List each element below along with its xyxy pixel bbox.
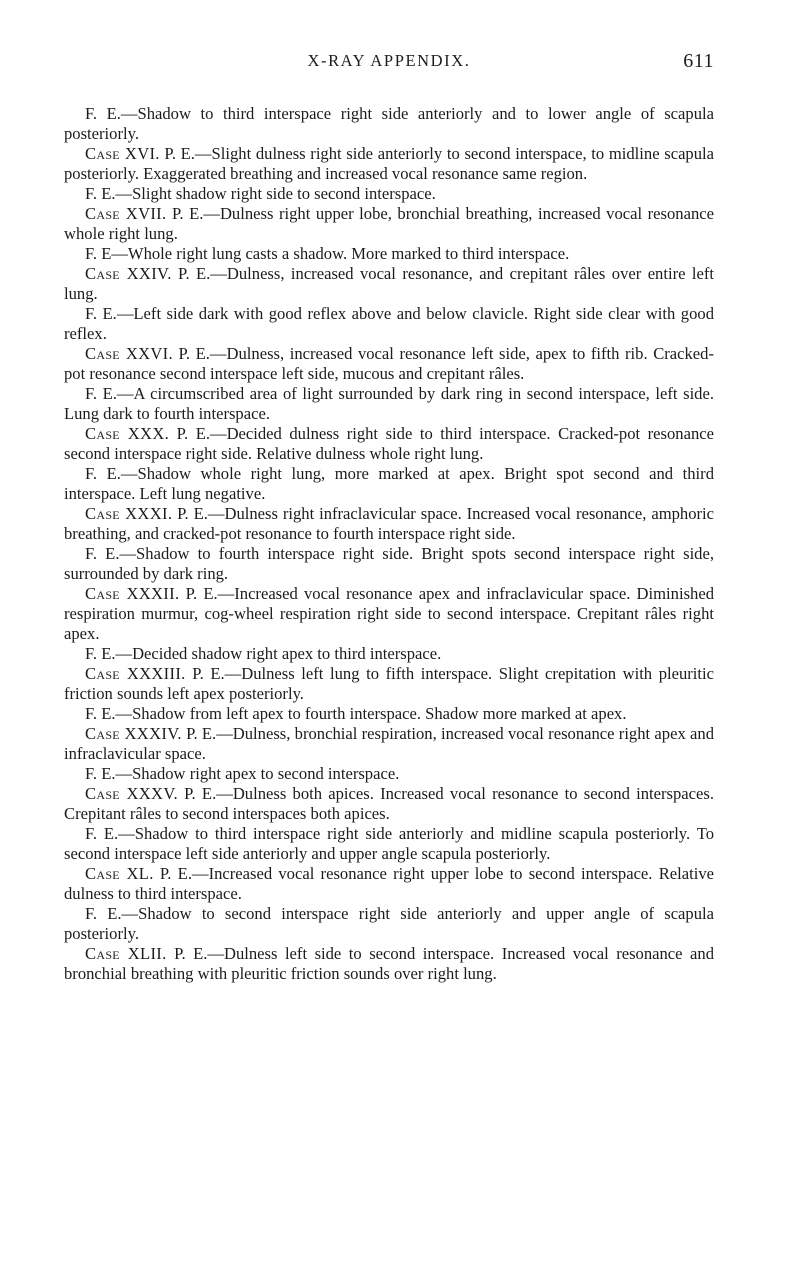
case-paragraph [64, 264, 714, 304]
paragraph-text: F. E.—Shadow from left apex to fourth interspace. Shadow more marked at apex. [85, 704, 627, 723]
finding-paragraph [64, 384, 714, 424]
finding-paragraph [64, 464, 714, 504]
paragraph-text: F. E.—Slight shadow right side to second interspace. [85, 184, 436, 203]
case-label: Case XVII. [85, 204, 167, 223]
finding-paragraph [64, 104, 714, 144]
paragraph-text: F. E.—Shadow whole right lung, more marked at apex. Bright spot second and third interspace. Left lung negative. [64, 464, 714, 503]
paragraph-text: P. E.—Decided dulness right side to third interspace. Cracked-pot resonance second interspace right side. Relative dulness whole right lung. [64, 424, 714, 463]
case-paragraph [64, 944, 714, 984]
case-paragraph [64, 784, 714, 824]
case-label: Case XXXIV. [85, 724, 182, 743]
paragraph-text: P. E.—Dulness, increased vocal resonance, and crepitant râles over entire left lung. [64, 264, 714, 303]
paragraph-text: P. E.—Increased vocal resonance right upper lobe to second interspace. Relative dulness to third interspace. [64, 864, 714, 903]
paragraph-text: F. E.—Left side dark with good reflex above and below clavicle. Right side clear with good reflex. [64, 304, 714, 343]
paragraph-text: F. E.—Shadow to third interspace right side anteriorly and to lower angle of scapula posteriorly. [64, 104, 714, 143]
finding-paragraph [64, 244, 714, 264]
case-paragraph [64, 344, 714, 384]
paragraph-text: P. E.—Dulness, bronchial respiration, increased vocal resonance right apex and infraclavicular space. [64, 724, 714, 763]
paragraph-text: P. E.—Dulness both apices. Increased vocal resonance to second interspaces. Crepitant râles to second interspaces both apices. [64, 784, 714, 823]
paragraph-text: P. E.—Dulness left lung to fifth interspace. Slight crepitation with pleuritic friction sounds left apex posteriorly. [64, 664, 714, 703]
finding-paragraph [64, 904, 714, 944]
case-paragraph [64, 864, 714, 904]
paragraph-text: P. E.—Increased vocal resonance apex and infraclavicular space. Diminished respiration murmur, cog-wheel respiration right side to second interspace. Crepitant râles right apex. [64, 584, 714, 643]
case-label: Case XXXI. [85, 504, 173, 523]
paragraph-text: F. E.—Decided shadow right apex to third interspace. [85, 644, 442, 663]
case-paragraph [64, 504, 714, 544]
paragraph-text: F. E—Whole right lung casts a shadow. More marked to third interspace. [85, 244, 570, 263]
paragraph-text: P. E.—Dulness right infraclavicular space. Increased vocal resonance, amphoric breathing, and cracked-pot resonance to fourth interspace right side. [64, 504, 714, 543]
case-paragraph [64, 144, 714, 184]
case-label: Case XXXIII. [85, 664, 186, 683]
case-label: Case XL. [85, 864, 154, 883]
case-paragraph [64, 724, 714, 764]
finding-paragraph [64, 704, 714, 724]
finding-paragraph [64, 764, 714, 784]
paragraph-text: F. E.—Shadow to second interspace right side anteriorly and upper angle of scapula posteriorly. [64, 904, 714, 943]
case-paragraph [64, 424, 714, 464]
finding-paragraph [64, 544, 714, 584]
paragraph-text: F. E.—Shadow right apex to second interspace. [85, 764, 400, 783]
case-paragraph [64, 584, 714, 644]
finding-paragraph [64, 824, 714, 864]
paragraph-text: P. E.—Dulness, increased vocal resonance left side, apex to fifth rib. Cracked-pot resonance second interspace left side, mucous and crepitant râles. [64, 344, 714, 383]
case-label: Case XXXV. [85, 784, 178, 803]
body-text [64, 104, 714, 984]
running-head [64, 46, 714, 76]
paragraph-text: F. E.—Shadow to fourth interspace right side. Bright spots second interspace right side, surrounded by dark ring. [64, 544, 714, 583]
case-paragraph [64, 664, 714, 704]
case-paragraph [64, 204, 714, 244]
case-label: Case XXX. [85, 424, 170, 443]
page-number: 611 [683, 50, 714, 72]
case-label: Case XXVI. [85, 344, 173, 363]
paragraph-text: P. E.—Dulness left side to second interspace. Increased vocal resonance and bronchial breathing with pleuritic friction sounds over right lung. [64, 944, 714, 983]
paragraph-text: F. E.—A circumscribed area of light surrounded by dark ring in second interspace, left side. Lung dark to fourth interspace. [64, 384, 714, 423]
case-label: Case XLII. [85, 944, 167, 963]
case-label: Case XXIV. [85, 264, 172, 283]
case-label: Case XXXII. [85, 584, 180, 603]
case-label: Case XVI. [85, 144, 160, 163]
paragraph-text: P. E.—Dulness right upper lobe, bronchial breathing, increased vocal resonance whole right lung. [64, 204, 714, 243]
paragraph-text: P. E.—Slight dulness right side anteriorly to second interspace, to midline scapula posteriorly. Exaggerated breathing and increased vocal resonance same region. [64, 144, 714, 183]
finding-paragraph [64, 644, 714, 664]
finding-paragraph [64, 304, 714, 344]
paragraph-text: F. E.—Shadow to third interspace right side anteriorly and midline scapula posteriorly. To second interspace left side anteriorly and upper angle scapula posteriorly. [64, 824, 714, 863]
finding-paragraph [64, 184, 714, 204]
running-title: X-RAY APPENDIX. [307, 51, 471, 70]
